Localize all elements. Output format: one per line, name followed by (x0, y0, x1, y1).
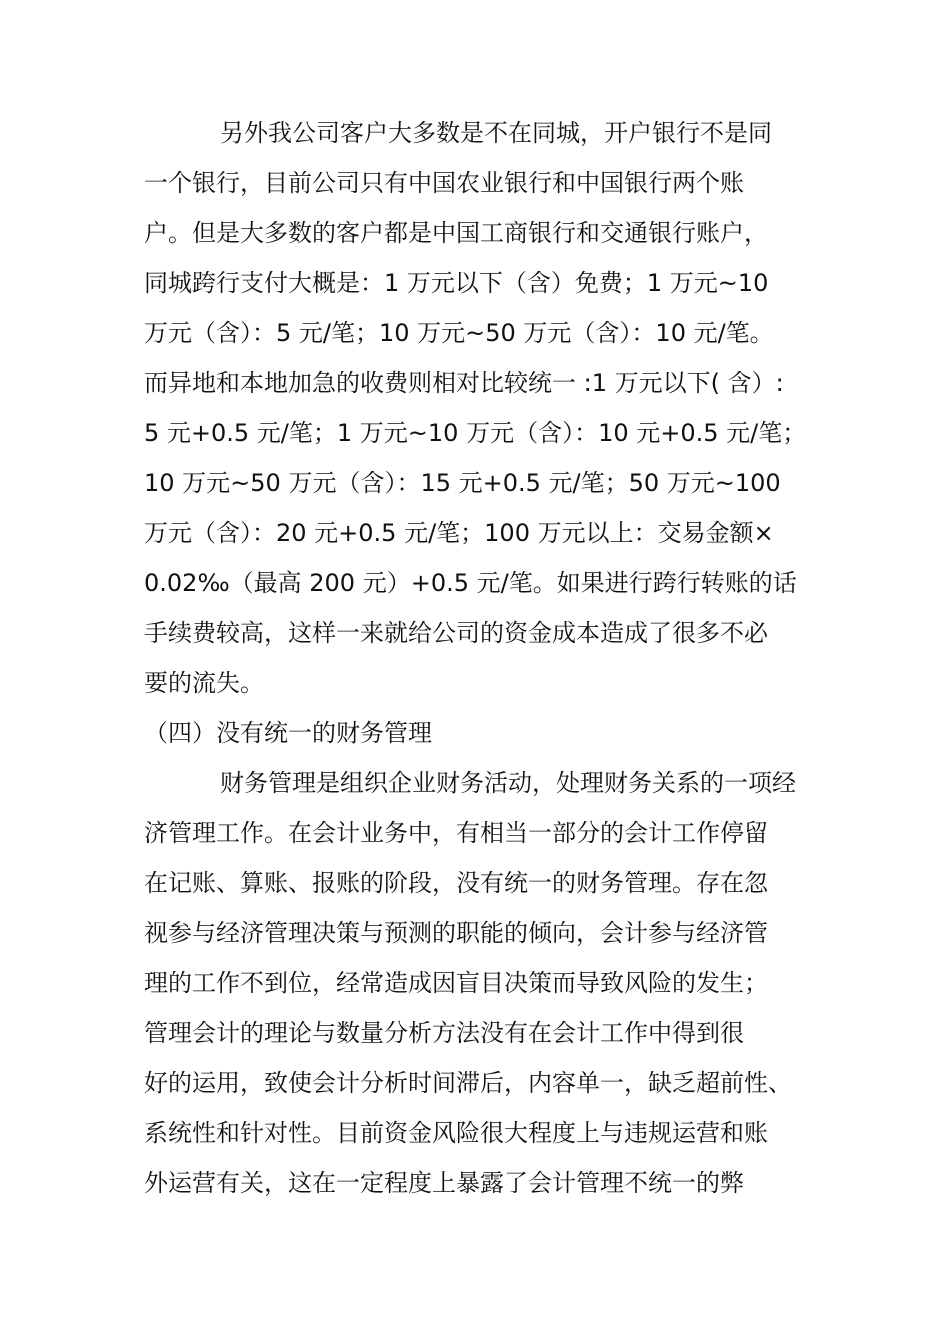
paragraph-financial-management (144, 758, 808, 1208)
text-line: 同城跨行支付大概是：1 万元以下（含）免费；1 万元~10 (144, 269, 769, 297)
document-body (144, 108, 808, 1208)
text-line: 户。但是大多数的客户都是中国工商银行和交通银行账户， (144, 219, 768, 247)
text-line: 万元（含）：5 元/笔；10 万元~50 万元（含）：10 元/笔。 (144, 319, 774, 347)
text-line: 外运营有关，这在一定程度上暴露了会计管理不统一的弊 (144, 1169, 744, 1197)
text-line: 理的工作不到位，经常造成因盲目决策而导致风险的发生； (144, 969, 768, 997)
text-line: 系统性和针对性。目前资金风险很大程度上与违规运营和账 (144, 1119, 768, 1147)
text-line: 另外我公司客户大多数是不在同城，开户银行不是同 (220, 119, 772, 147)
text-line: 一个银行，目前公司只有中国农业银行和中国银行两个账 (144, 169, 744, 197)
section-heading: （四）没有统一的财务管理 (144, 719, 432, 747)
text-line: 济管理工作。在会计业务中，有相当一部分的会计工作停留 (144, 819, 768, 847)
text-line: 而异地和本地加急的收费则相对比较统一 :1 万元以下( 含）: (144, 369, 784, 397)
text-line: 视参与经济管理决策与预测的职能的倾向，会计参与经济管 (144, 919, 768, 947)
text-line: 0.02‰（最高 200 元）+0.5 元/笔。如果进行跨行转账的话 (144, 569, 797, 597)
text-line: 手续费较高，这样一来就给公司的资金成本造成了很多不必 (144, 619, 768, 647)
text-line: 管理会计的理论与数量分析方法没有在会计工作中得到很 (144, 1019, 744, 1047)
text-line: 财务管理是组织企业财务活动，处理财务关系的一项经 (220, 769, 796, 797)
text-line: 万元（含）：20 元+0.5 元/笔；100 万元以上：交易金额× (144, 519, 774, 547)
paragraph-bank-fees (144, 108, 808, 708)
text-line: 10 万元~50 万元（含）：15 元+0.5 元/笔；50 万元~100 (144, 469, 781, 497)
text-line: 要的流失。 (144, 669, 264, 697)
text-line: 好的运用，致使会计分析时间滞后，内容单一，缺乏超前性、 (144, 1069, 792, 1097)
text-line: 在记账、算账、报账的阶段，没有统一的财务管理。存在忽 (144, 869, 768, 897)
text-line: 5 元+0.5 元/笔；1 万元~10 万元（含）：10 元+0.5 元/笔； (144, 419, 807, 447)
